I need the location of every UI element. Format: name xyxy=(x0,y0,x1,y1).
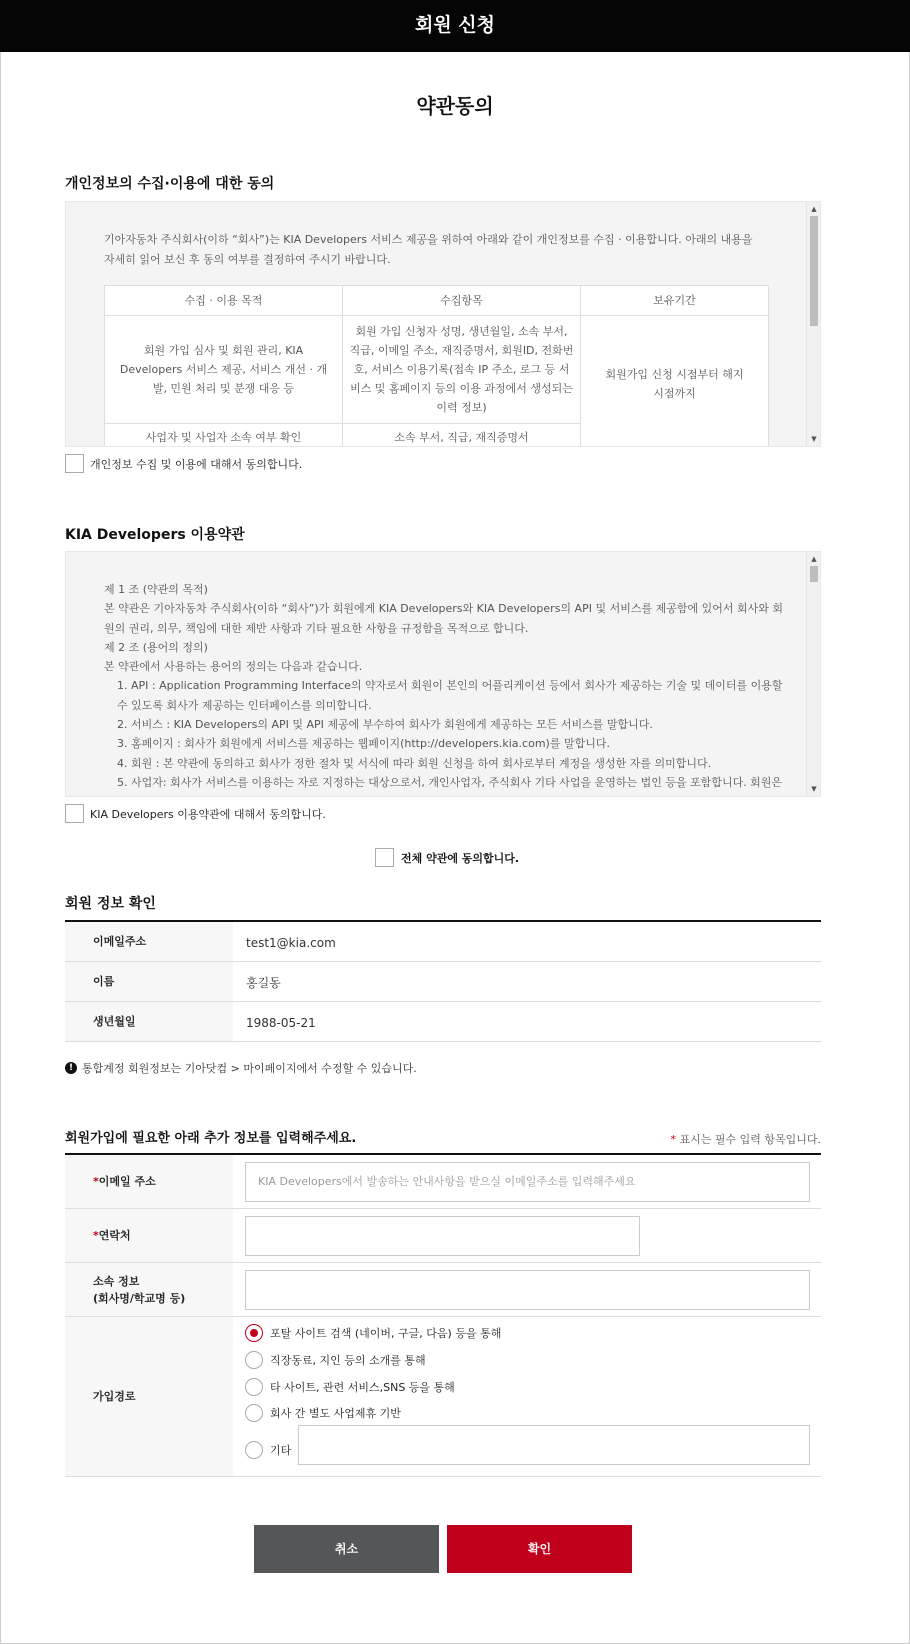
phone-label xyxy=(65,1209,233,1262)
radio-icon[interactable] xyxy=(245,1404,263,1422)
table-row xyxy=(105,316,769,424)
source-option-label: 기타 xyxy=(270,1444,292,1457)
privacy-table xyxy=(104,285,769,447)
terms-line: 본 약관은 기아자동차 주식회사(이하 “회사”)가 회원에게 KIA Developers와 KIA Developers의 API 및 서비스를 제공함에 있어서 회사와 회원의 권리, 의무, 책임에 대한 제반 사항과 기타 필요한 사항을 규정함을 목적으로 합니다. xyxy=(104,602,783,635)
source-option[interactable] xyxy=(245,1404,401,1422)
terms-line: 본 약관에서 사용하는 용어의 정의는 다음과 같습니다. xyxy=(104,660,363,674)
terms-line: 2. 서비스 : KIA Developers의 API 및 API 제공에 부수하여 회사가 회원에게 제공하는 모든 서비스를 말합니다. xyxy=(117,718,653,732)
table-row xyxy=(65,962,821,1002)
scroll-down-icon[interactable]: ▼ xyxy=(811,435,817,443)
terms-section-title: KIA Developers 이용약관 xyxy=(65,527,245,543)
source-option-label: 타 사이트, 관련 서비스,SNS 등을 통해 xyxy=(270,1381,455,1394)
source-option[interactable] xyxy=(245,1378,455,1396)
radio-selected-icon[interactable] xyxy=(245,1324,263,1342)
affiliation-label-text: 소속 정보 xyxy=(93,1274,140,1288)
required-star-icon: * xyxy=(93,1175,99,1188)
privacy-section-title: 개인정보의 수집·이용에 대한 동의 xyxy=(65,176,275,192)
agree-all-checkbox[interactable] xyxy=(375,848,394,867)
cancel-button[interactable]: 취소 xyxy=(254,1525,439,1573)
terms-scrollbox[interactable] xyxy=(65,551,821,797)
info-label: 이름 xyxy=(65,962,233,1001)
source-option[interactable] xyxy=(245,1441,291,1459)
terms-scrollbar[interactable] xyxy=(806,552,820,796)
privacy-agree-label: 개인정보 수집 및 이용에 대해서 동의합니다. xyxy=(90,458,303,471)
required-note xyxy=(671,1131,822,1147)
confirm-button[interactable]: 확인 xyxy=(447,1525,632,1573)
required-star-icon: * xyxy=(670,1133,676,1146)
affiliation-label xyxy=(65,1263,233,1316)
terms-line: 1. API : Application Programming Interface의 약자로서 회원이 본인의 어플리케이션 등에서 회사가 제공하는 기술 및 데이터를 이용할 수 있도록 회사가 제공하는 인터페이스를 의미합니다. xyxy=(117,679,783,712)
table-header: 보유기간 xyxy=(581,286,769,316)
terms-line: 5. 사업자: 회사가 서비스를 이용하는 자로 지정하는 대상으로서, 개인사업자, 주식회사 기타 사업을 운영하는 법인 등을 포함합니다. 회원은 xyxy=(117,775,783,789)
scroll-thumb[interactable] xyxy=(810,216,818,326)
scroll-down-icon[interactable]: ▼ xyxy=(811,785,817,793)
email-label xyxy=(65,1155,233,1208)
privacy-scrollbar[interactable] xyxy=(806,202,820,446)
scroll-up-icon[interactable]: ▲ xyxy=(811,555,817,563)
info-label: 생년월일 xyxy=(65,1002,233,1041)
affiliation-input[interactable] xyxy=(245,1270,810,1310)
terms-agree-label: KIA Developers 이용약관에 대해서 동의합니다. xyxy=(90,808,326,821)
privacy-agree-checkbox[interactable] xyxy=(65,454,84,473)
table-cell: 소속 부서, 직급, 재직증명서 xyxy=(343,424,581,448)
required-note-text: 표시는 필수 입력 항목입니다. xyxy=(679,1133,821,1146)
terms-line: 4. 회원 : 본 약관에 동의하고 회사가 정한 절차 및 서식에 따라 회원 신청을 하여 회사로부터 계정을 생성한 자를 의미합니다. xyxy=(117,756,712,770)
table-row xyxy=(65,1002,821,1042)
extra-info-form xyxy=(65,1153,821,1477)
info-value: 홍길동 xyxy=(246,976,281,990)
privacy-scrollbox[interactable] xyxy=(65,201,821,447)
member-info-table xyxy=(65,920,821,1042)
radio-icon[interactable] xyxy=(245,1441,263,1459)
source-option[interactable] xyxy=(245,1324,501,1342)
source-option-label: 포탈 사이트 검색 (네이버, 구글, 다음) 등을 통해 xyxy=(270,1327,502,1340)
member-info-notice xyxy=(65,1060,417,1076)
table-row xyxy=(65,922,821,962)
source-label: 가입경로 xyxy=(65,1317,233,1476)
phone-label-text: 연락처 xyxy=(98,1229,131,1242)
agree-all-label: 전체 약관에 동의합니다. xyxy=(401,852,520,865)
email-label-text: 이메일 주소 xyxy=(98,1175,156,1188)
source-option[interactable] xyxy=(245,1351,426,1369)
email-input[interactable]: KIA Developers에서 발송하는 안내사항을 받으실 이메일주소를 입력해주세요 xyxy=(245,1162,810,1202)
scroll-up-icon[interactable]: ▲ xyxy=(811,205,817,213)
terms-line: 제 1 조 (약관의 목적) xyxy=(104,583,208,596)
notice-text: 통합계정 회원정보는 기아닷컴 > 마이페이지에서 수정할 수 있습니다. xyxy=(82,1062,417,1075)
radio-icon[interactable] xyxy=(245,1378,263,1396)
table-cell: 회원 가입 신청자 성명, 생년월일, 소속 부서, 직급, 이메일 주소, 재직증명서, 회원ID, 전화번호, 서비스 이용기록(접속 IP 주소, 로그 등 서비스 및 홈페이지 등의 이용 과정에서 생성되는 이력 정보) xyxy=(343,316,581,424)
table-header-row xyxy=(105,286,769,316)
required-star-icon: * xyxy=(93,1229,99,1242)
form-row-phone xyxy=(65,1209,821,1263)
source-option-label: 회사 간 별도 사업제휴 기반 xyxy=(270,1407,401,1420)
info-value: 1988-05-21 xyxy=(246,1016,316,1030)
form-row-email xyxy=(65,1155,821,1209)
form-row-affiliation xyxy=(65,1263,821,1317)
terms-text xyxy=(104,580,784,792)
radio-icon[interactable] xyxy=(245,1351,263,1369)
table-cell: 사업자 및 사업자 소속 여부 확인 xyxy=(105,424,343,448)
privacy-intro: 기아자동차 주식회사(이하 “회사”)는 KIA Developers 서비스 제공을 위하여 아래와 같이 개인정보를 수집 · 이용합니다. 아래의 내용을 자세히 읽어 보신 후 동의 여부를 결정하여 주시기 바랍니다. xyxy=(104,233,753,266)
extra-info-title: 회원가입에 필요한 아래 추가 정보를 입력해주세요. xyxy=(65,1131,357,1146)
form-row-source xyxy=(65,1317,821,1477)
page-title: 약관동의 xyxy=(416,94,494,118)
terms-line: 제 2 조 (용어의 정의) xyxy=(104,640,208,654)
member-info-title: 회원 정보 확인 xyxy=(65,896,156,912)
header-title: 회원 신청 xyxy=(0,0,910,52)
scroll-thumb[interactable] xyxy=(810,566,818,582)
phone-input[interactable] xyxy=(245,1216,640,1256)
table-header: 수집 · 이용 목적 xyxy=(105,286,343,316)
source-other-input[interactable] xyxy=(298,1425,810,1465)
exclamation-icon: ! xyxy=(65,1062,77,1074)
terms-agree-checkbox[interactable] xyxy=(65,804,84,823)
affiliation-label-sub: (회사명/학교명 등) xyxy=(93,1291,186,1305)
source-option-label: 직장동료, 지인 등의 소개를 통해 xyxy=(270,1354,426,1367)
info-value: test1@kia.com xyxy=(246,936,336,950)
table-header: 수집항목 xyxy=(343,286,581,316)
terms-line: 3. 홈페이지 : 회사가 회원에게 서비스를 제공하는 웹페이지(http://developers.kia.com)를 말합니다. xyxy=(117,737,610,751)
table-cell: 회원 가입 심사 및 회원 관리, KIA Developers 서비스 제공, 서비스 개선 · 개발, 민원 처리 및 분쟁 대응 등 xyxy=(105,316,343,424)
info-label: 이메일주소 xyxy=(65,922,233,961)
table-cell: 회원가입 신청 시점부터 해지 시점까지 xyxy=(581,316,769,448)
